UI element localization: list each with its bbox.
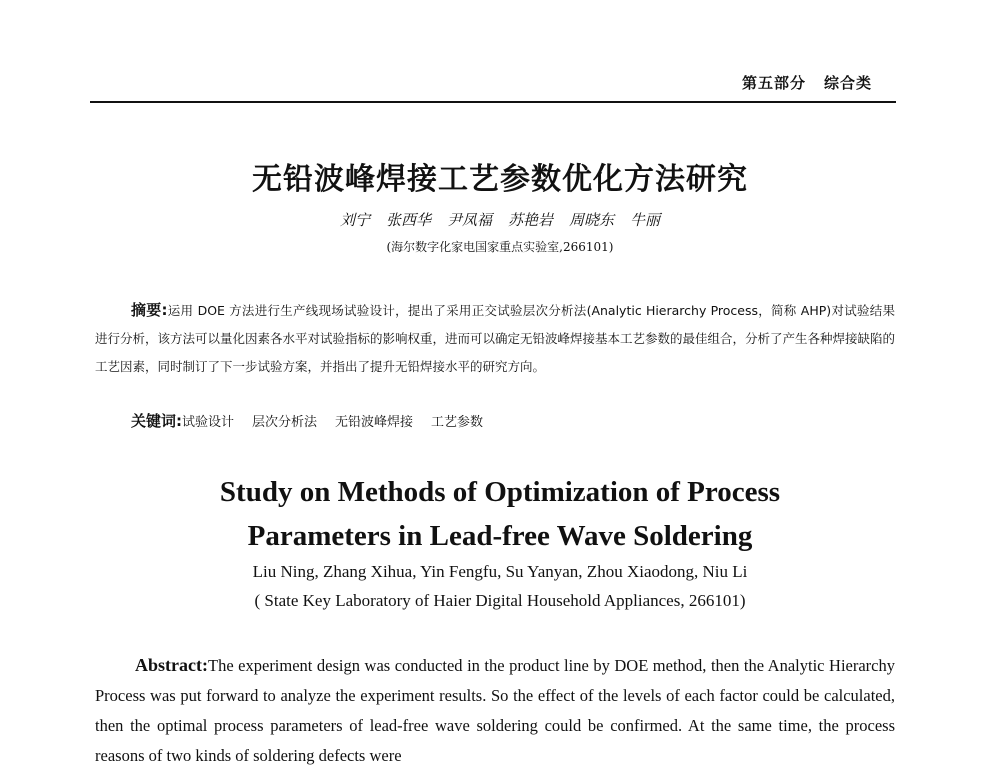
cn-keywords (131, 410, 501, 431)
cn-author: 刘宁 (339, 211, 370, 229)
section-number: 第五部分 (741, 74, 806, 92)
cn-author: 张西华 (385, 211, 431, 229)
cn-keyword: 工艺参数 (431, 415, 484, 430)
cn-authors (0, 209, 1000, 230)
en-affiliation: ( State Key Laboratory of Haier Digital Household Appliances, 266101) (254, 591, 746, 610)
section-category: 综合类 (823, 74, 872, 92)
cn-keyword: 层次分析法 (252, 415, 318, 430)
en-abstract-text: The experiment design was conducted in the product line by DOE method, then the Analytic Hierarchy Process was put forward to analyze the experiment results. So the effect of the levels of each factor could be calculated, then the optimal process parameters of lead-free wave soldering could be confirmed. At the same time, the process reasons of two kinds of soldering defects were (95, 656, 895, 765)
section-label (742, 72, 872, 93)
en-authors: Liu Ning, Zhang Xihua, Yin Fengfu, Su Yanyan, Zhou Xiaodong, Niu Li (252, 562, 748, 581)
cn-keywords-label: 关键词: (131, 412, 182, 430)
cn-author: 周晓东 (569, 211, 615, 229)
en-abstract (95, 650, 895, 771)
cn-author: 尹凤福 (446, 211, 492, 229)
en-title-line: Study on Methods of Optimization of Process (219, 476, 781, 508)
cn-keyword: 试验设计 (182, 415, 235, 430)
cn-abstract-text: 运用 DOE 方法进行生产线现场试验设计，提出了采用正交试验层次分析法(Analytic Hierarchy Process，简称 AHP)对试验结果进行分析，该方法可以量化因素各水平对试验指标的影响权重，进而可以确定无铅波峰焊接基本工艺参数的最佳组合，分析了产生各种焊接缺陷的工艺因素，同时制订了下一步试验方案，并指出了提升无铅焊接水平的研究方向。 (95, 303, 896, 374)
cn-abstract-label: 摘要: (131, 301, 168, 319)
cn-author: 牛丽 (630, 211, 661, 229)
cn-keyword: 无铅波峰焊接 (335, 415, 414, 430)
cn-abstract (95, 296, 895, 381)
cn-author: 苏艳岩 (508, 211, 554, 229)
en-title-line: Parameters in Lead-free Wave Soldering (247, 520, 753, 552)
cn-title: 无铅波峰焊接工艺参数优化方法研究 (252, 162, 748, 197)
en-abstract-label: Abstract: (135, 655, 208, 675)
cn-affiliation: (海尔数字化家电国家重点实验室,266101) (386, 240, 614, 254)
en-title (0, 470, 1000, 558)
header-rule (90, 101, 896, 103)
